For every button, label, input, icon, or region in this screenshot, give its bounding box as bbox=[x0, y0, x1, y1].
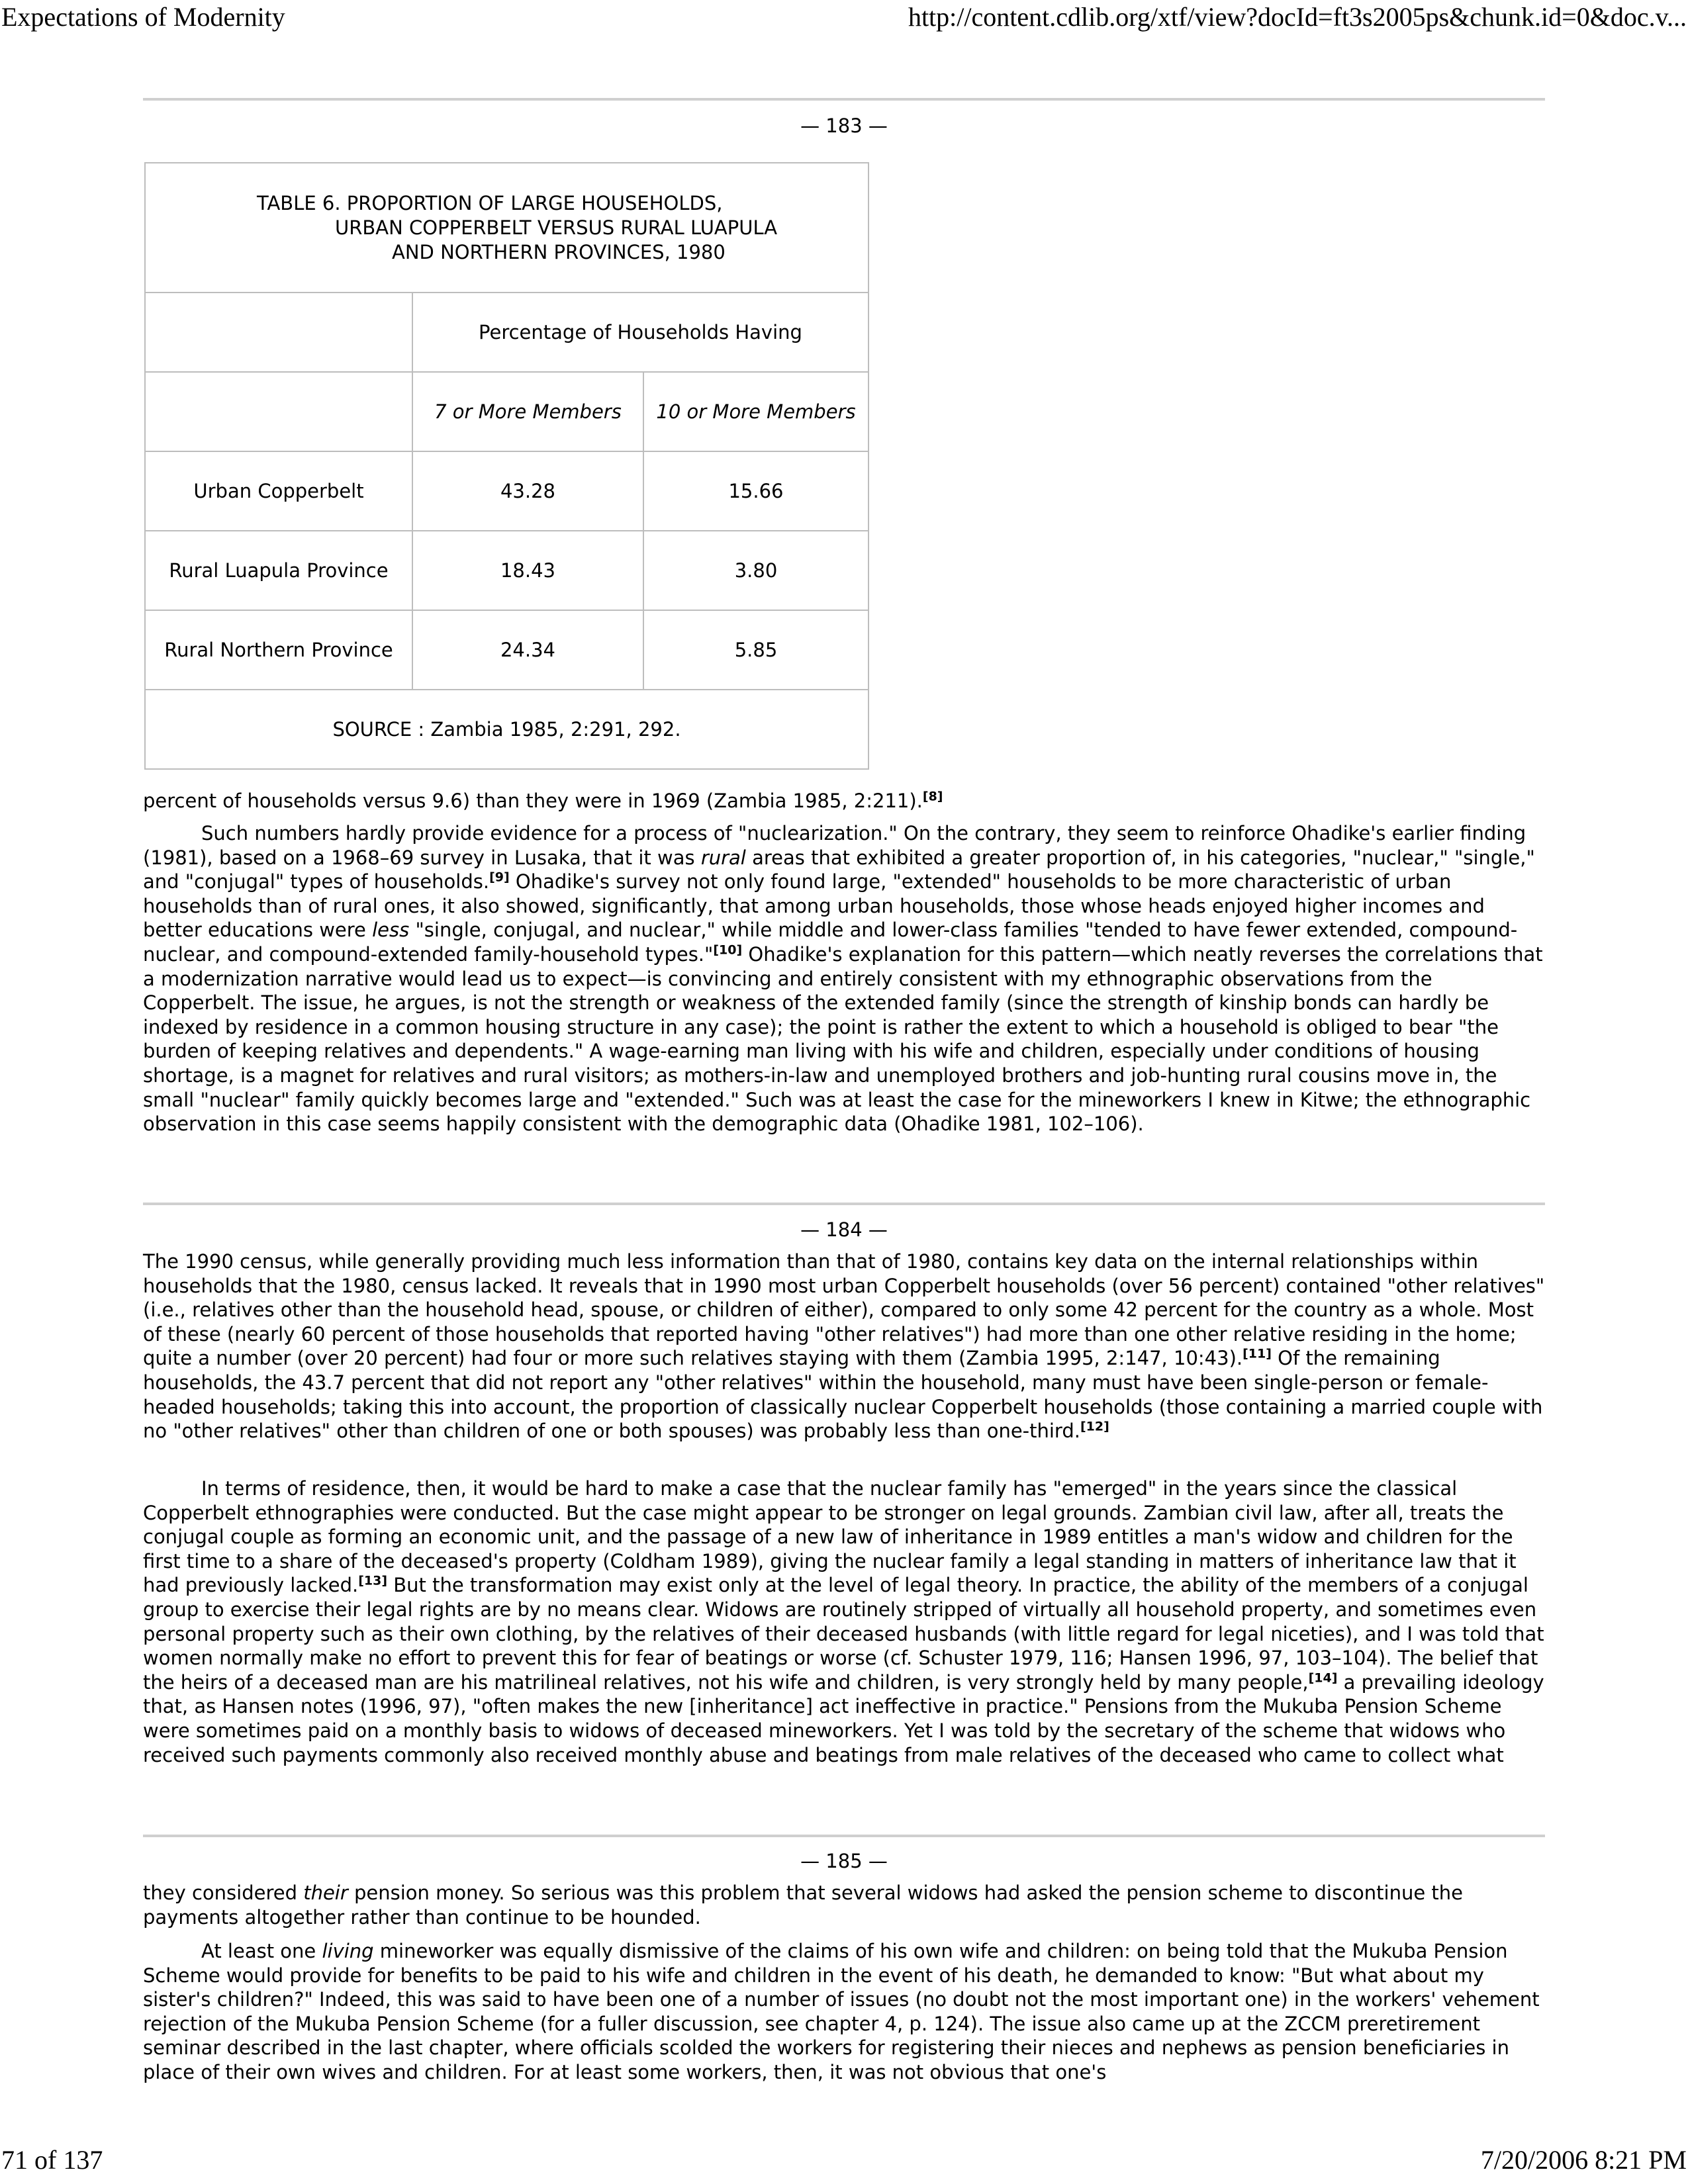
table-cell: 24.34 bbox=[412, 610, 643, 690]
table-cell: 43.28 bbox=[412, 451, 643, 531]
page-divider bbox=[143, 1835, 1545, 1837]
paragraph bbox=[143, 1477, 1545, 1767]
print-timestamp: 7/20/2006 8:21 PM bbox=[1480, 2145, 1687, 2175]
table-cell: 18.43 bbox=[412, 531, 643, 610]
text-span: percent of households versus 9.6) than they were in 1969 (Zambia 1985, 2:211). bbox=[143, 790, 923, 812]
table-cell: 15.66 bbox=[643, 451, 868, 531]
emphasis: less bbox=[372, 919, 410, 942]
paragraph bbox=[143, 1939, 1545, 2085]
table-row bbox=[145, 610, 868, 690]
running-header-url: http://content.cdlib.org/xtf/view?docId=ft3s2005ps&chunk.id=0&doc.v... bbox=[908, 2, 1687, 32]
page-count: 71 of 137 bbox=[1, 2145, 103, 2175]
page-divider bbox=[143, 1203, 1545, 1205]
table-empty-cell bbox=[145, 293, 412, 372]
text-span: areas that exhibited a greater proportion of, in his categories, "nuclear," "single," and "conjugal" types of households. bbox=[143, 846, 1535, 893]
table-row bbox=[145, 531, 868, 610]
paragraph bbox=[143, 789, 1545, 813]
emphasis: living bbox=[322, 1940, 374, 1962]
table-6 bbox=[144, 162, 869, 770]
text-span: they considered bbox=[143, 1882, 304, 1904]
text-span: Of the remaining households, the 43.7 percent that did not report any "other relatives" within the household, many must have been single-person or female-headed households; taking this into account, the proportion of classically nuclear Copperbelt households (those containing a married couple with no "other relatives" other than children of one or both spouses) was probably less than one-third. bbox=[143, 1347, 1543, 1443]
footnote-link[interactable]: [11] bbox=[1243, 1346, 1272, 1361]
table-cell: 3.80 bbox=[643, 531, 868, 610]
paragraph bbox=[143, 821, 1545, 1136]
text-span: Such numbers hardly provide evidence for a process of "nuclearization." On the contrary, they seem to reinforce Ohadike's earlier finding (1981), based on a 1968–69 survey in Lusaka, that it was bbox=[143, 822, 1526, 869]
footnote-link[interactable]: [14] bbox=[1308, 1670, 1338, 1686]
footnote-link[interactable]: [12] bbox=[1080, 1419, 1109, 1434]
table-empty-cell bbox=[145, 372, 412, 451]
page-number-184: — 184 — bbox=[800, 1218, 888, 1241]
table-group-header: Percentage of Households Having bbox=[412, 293, 868, 372]
page-divider bbox=[143, 98, 1545, 101]
footnote-link[interactable]: [10] bbox=[713, 942, 743, 958]
paragraph bbox=[143, 1881, 1545, 1929]
table-title bbox=[145, 163, 868, 293]
text-span: Ohadike's explanation for this pattern—which neatly reverses the correlations that a modernization narrative would lead us to expect—is convincing and entirely consistent with my ethnographic observations from the Copperbelt. The issue, he argues, is not the strength or weakness of the extended family (since the strength of kinship bonds can hardly be indexed by residence in a common housing structure in any case); the point is rather the extent to which a household is obliged to bear "the burden of keeping relatives and dependents." A wage-earning man living with his wife and children, especially under conditions of housing shortage, is a magnet for relatives and rural visitors; as mothers-in-law and unemployed brothers and job-hunting rural cousins move in, the small "nuclear" family quickly becomes large and "extended." Such was at least the case for the mineworkers I knew in Kitwe; the ethnographic observation in this case seems happily consistent with the demographic data (Ohadike 1981, 102–106). bbox=[143, 942, 1543, 1136]
table-title-line: TABLE 6. PROPORTION OF LARGE HOUSEHOLDS, bbox=[257, 191, 723, 214]
table-row-label: Rural Luapula Province bbox=[145, 531, 412, 610]
table-cell: 5.85 bbox=[643, 610, 868, 690]
text-span: mineworker was equally dismissive of the claims of his own wife and children: on being told that the Mukuba Pension Scheme would provide for benefits to be paid to his wife and children in the event of his death, he demanded to know: "But what about my sister's children?" Indeed, this was said to have been one of a number of issues (no doubt not the most important one) in the workers' vehement rejection of the Mukuba Pension Scheme (for a fuller discussion, see chapter 4, p. 124). The issue also came up at the ZCCM preretirement seminar described in the last chapter, where officials scolded the workers for registering their nieces and nephews as pension beneficiaries in place of their own wives and children. For at least some workers, then, it was not obvious that one's bbox=[143, 1940, 1540, 2083]
text-span: "single, conjugal, and nuclear," while middle and lower-class families "tended to have fewer extended, compound-nuclear, and compound-extended family-household types." bbox=[143, 919, 1518, 966]
table-source: SOURCE : Zambia 1985, 2:291, 292. bbox=[145, 690, 868, 769]
footnote-link[interactable]: [9] bbox=[489, 870, 510, 885]
table-title-line: URBAN COPPERBELT VERSUS RURAL LUAPULA bbox=[335, 216, 778, 239]
emphasis: their bbox=[303, 1882, 348, 1904]
text-span: At least one bbox=[201, 1940, 322, 1962]
text-span: The 1990 census, while generally providing much less information than that of 1980, contains key data on the internal relationships within households that the 1980, census lacked. It reveals that in 1990 most urban Copperbelt households (over 56 percent) contained "other relatives" (i.e., relatives other than the household head, spouse, or children of either), compared to only some 42 percent for the country as a whole. Most of these (nearly 60 percent of those households that reported having "other relatives") had more than one other relative residing in the home; quite a number (over 20 percent) had four or more such relatives staying with them (Zambia 1995, 2:147, 10:43). bbox=[143, 1250, 1545, 1370]
page-number-183: — 183 — bbox=[800, 114, 888, 137]
text-span: But the transformation may exist only at the level of legal theory. In practice, the ability of the members of a conjugal group to exercise their legal rights are by no means clear. Widows are routinely stripped of virtually all household property, and sometimes even personal property such as their own clothing, by the relatives of their deceased husbands (with little regard for legal niceties), and I was told that women normally make no effort to prevent this for fear of beatings or worse (cf. Schuster 1979, 116; Hansen 1996, 97, 103–104). The belief that the heirs of a deceased man are his matrilineal relatives, not his wife and children, is very strongly held by many people, bbox=[143, 1574, 1544, 1694]
table-column-header: 10 or More Members bbox=[643, 372, 868, 451]
table-title-line: AND NORTHERN PROVINCES, 1980 bbox=[392, 240, 726, 263]
text-span: Ohadike's survey not only found large, "extended" households to be more characteristic of urban households than of rural ones, it also showed, significantly, that among urban households, those whose heads enjoyed higher incomes and better educations were bbox=[143, 870, 1485, 942]
paragraph bbox=[143, 1250, 1545, 1443]
text-span: In terms of residence, then, it would be hard to make a case that the nuclear family has "emerged" in the years since the classical Copperbelt ethnographies were conducted. But the case might appear to be stronger on legal grounds. Zambian civil law, after all, treats the conjugal couple as forming an economic unit, and the passage of a new law of inheritance in 1989 entitles a man's widow and children for the first time to a share of the deceased's property (Coldham 1989), giving the nuclear family a legal standing in matters of inheritance law that it had previously lacked. bbox=[143, 1477, 1517, 1597]
emphasis: rural bbox=[700, 846, 746, 869]
table-column-header: 7 or More Members bbox=[412, 372, 643, 451]
table-row-label: Urban Copperbelt bbox=[145, 451, 412, 531]
text-span: pension money. So serious was this problem that several widows had asked the pension scheme to discontinue the payments altogether rather than continue to be hounded. bbox=[143, 1882, 1463, 1929]
text-span: a prevailing ideology that, as Hansen notes (1996, 97), "often makes the new [inheritance] act ineffective in practice." Pensions from the Mukuba Pension Scheme were sometimes paid on a monthly basis to widows of deceased mineworkers. Yet I was told by the secretary of the scheme that widows who received such payments commonly also received monthly abuse and beatings from male relatives of the deceased who came to collect what bbox=[143, 1670, 1544, 1766]
footnote-link[interactable]: [13] bbox=[358, 1573, 388, 1588]
page-number-185: — 185 — bbox=[800, 1850, 888, 1872]
footnote-link[interactable]: [8] bbox=[922, 789, 943, 804]
table-row-label: Rural Northern Province bbox=[145, 610, 412, 690]
table-row bbox=[145, 451, 868, 531]
running-header-title: Expectations of Modernity bbox=[1, 2, 285, 32]
